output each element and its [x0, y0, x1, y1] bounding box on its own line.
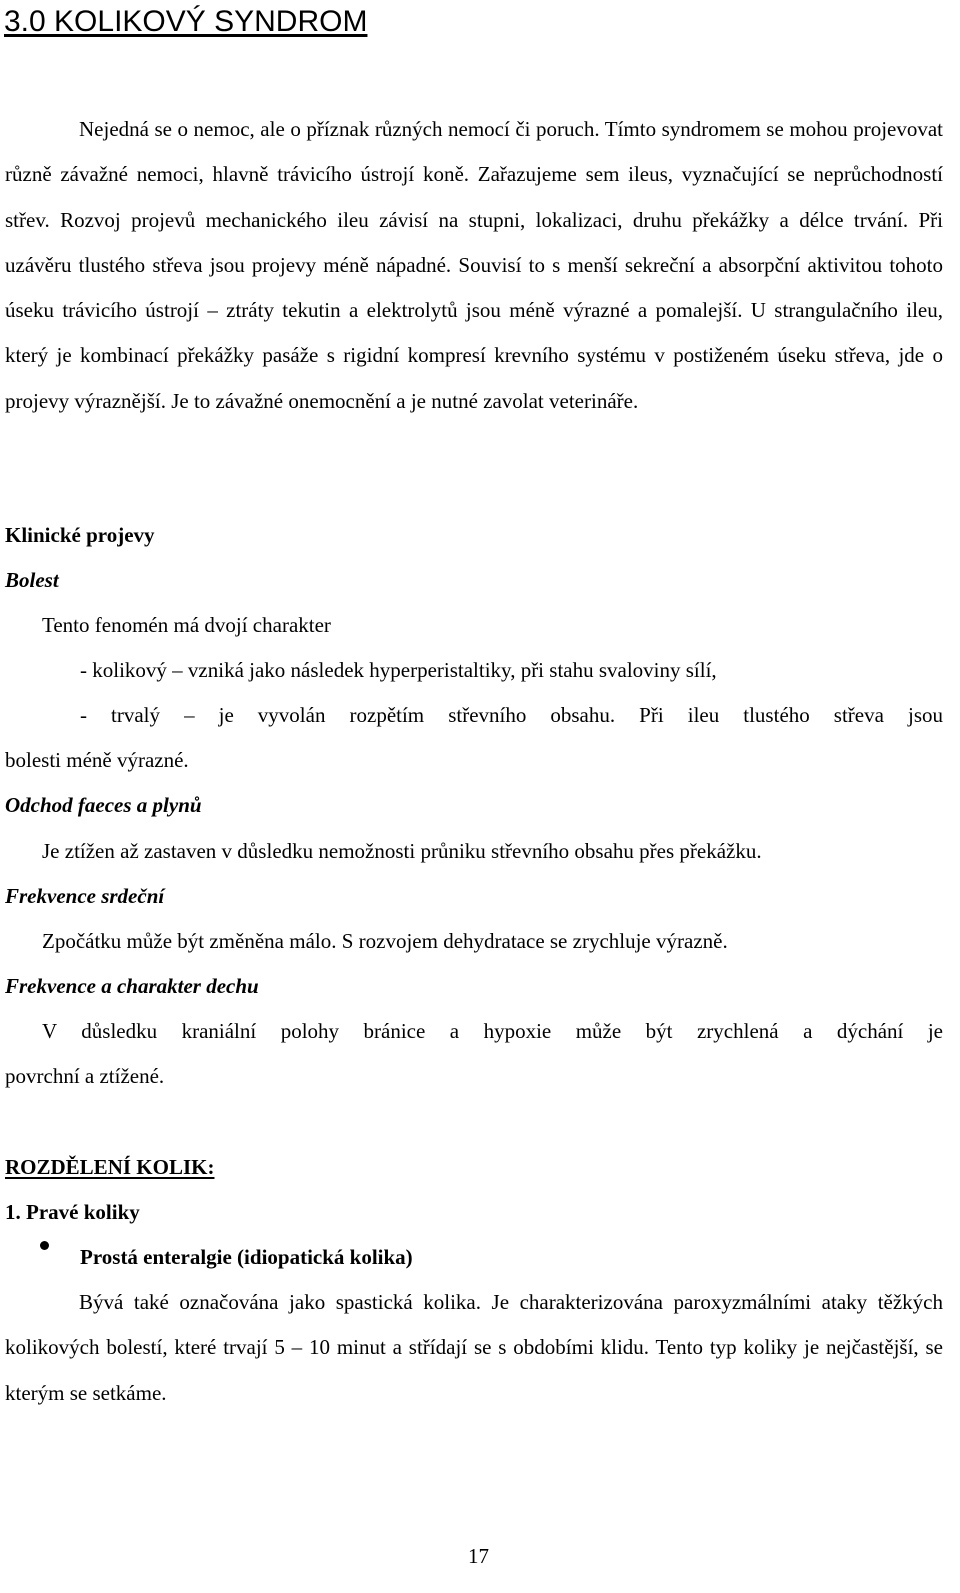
faeces-text: Je ztížen až zastaven v důsledku nemožnosti průniku střevního obsahu přes překážku.	[42, 839, 762, 863]
clinical-signs-heading: Klinické projevy	[5, 523, 155, 547]
breathing-text: V důsledku kraniální polohy bránice a hypoxie může být zrychlená a dýchání je	[42, 1019, 943, 1043]
colic-division-heading: ROZDĚLENÍ KOLIK:	[5, 1155, 215, 1179]
heart-rate-heading: Frekvence srdeční	[5, 884, 165, 908]
pain-item-persistent-cont: bolesti méně výrazné.	[5, 748, 189, 772]
pain-heading: Bolest	[5, 568, 59, 592]
faeces-heading: Odchod faeces a plynů	[5, 793, 202, 817]
true-colics-heading: 1. Pravé koliky	[5, 1200, 140, 1224]
page-number: 17	[468, 1544, 489, 1568]
enteralgia-description: Bývá také označována jako spastická kolika. Je charakterizována paroxyzmálními ataky těžkých kolikových bolestí, které trvají 5 – 10 minut a střídají se s obdobími klidu. Tento typ koliky je nejčastější, se kterým se setkáme.	[5, 1290, 943, 1405]
breathing-heading: Frekvence a charakter dechu	[5, 974, 259, 998]
pain-item-persistent: - trvalý – je vyvolán rozpětím střevního obsahu. Při ileu tlustého střeva jsou	[80, 703, 943, 727]
heart-rate-text: Zpočátku může být změněna málo. S rozvojem dehydratace se zrychluje výrazně.	[42, 929, 728, 953]
chapter-heading: 3.0 KOLIKOVÝ SYNDROM	[4, 5, 368, 38]
pain-item-colicky: - kolikový – vzniká jako následek hyperperistaltiky, při stahu svaloviny sílí,	[80, 658, 717, 682]
enteralgia-title: Prostá enteralgie (idiopatická kolika)	[80, 1245, 413, 1269]
pain-intro: Tento fenomén má dvojí charakter	[42, 613, 331, 637]
breathing-text-cont: povrchní a ztížené.	[5, 1064, 165, 1088]
bullet-icon	[40, 1241, 49, 1250]
intro-paragraph: Nejedná se o nemoc, ale o příznak různých nemocí či poruch. Tímto syndromem se mohou projevovat různě závažné nemoci, hlavně trávicího ústrojí koně. Zařazujeme sem ileus, vyznačující se neprůchodností střev. Rozvoj projevů mechanického ileu závisí na stupni, lokalizaci, druhu překážky a délce trvání. Při uzávěru tlustého střeva jsou projevy méně nápadné. Souvisí to s menší sekreční a absorpční aktivitou tohoto úseku trávicího ústrojí – ztráty tekutin a elektrolytů jsou méně výrazné a pomalejší. U strangulačního ileu, který je kombinací překážky pasáže s rigidní kompresí krevního systému v postiženém úseku střeva, jde o projevy výraznější. Je to závažné onemocnění a je nutné zavolat veterináře.	[5, 117, 943, 413]
